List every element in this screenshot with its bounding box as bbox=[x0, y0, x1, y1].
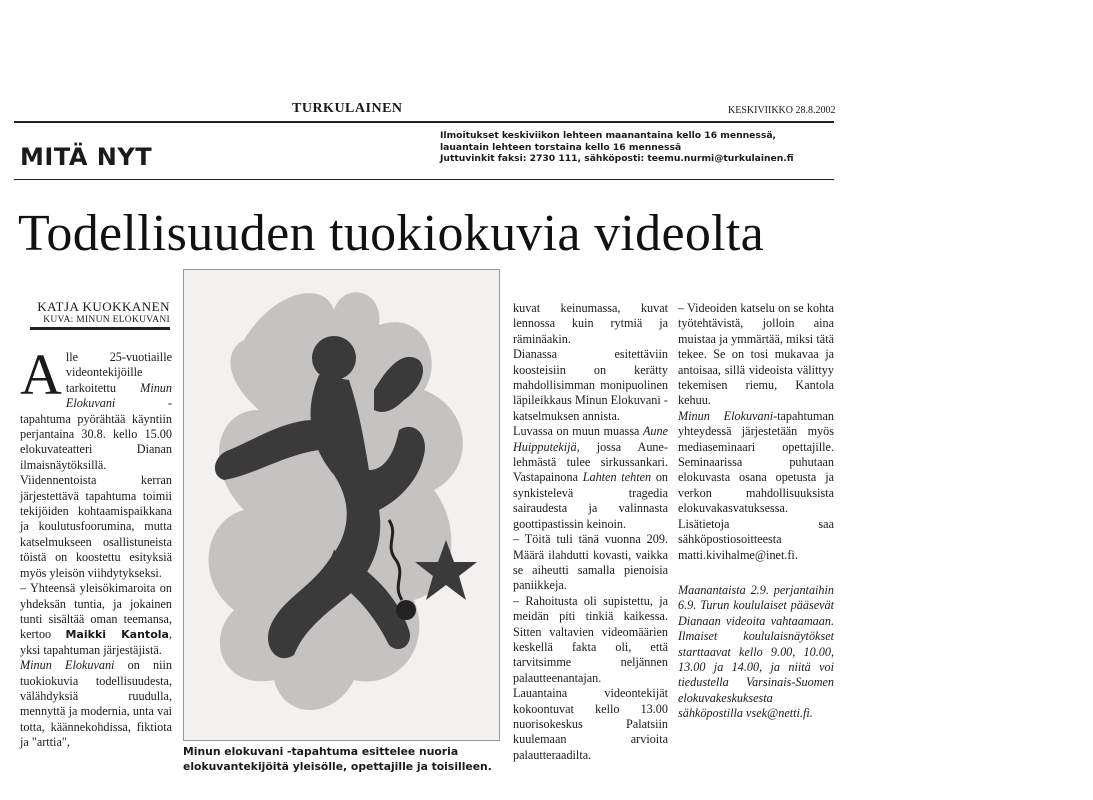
info-line: lauantain lehteen torstaina kello 16 mennessä bbox=[440, 141, 682, 153]
submission-info bbox=[440, 130, 840, 165]
lead-paragraph: Alle 25-vuotiaille videontekijöille tarkoitettu Minun Elokuvani -tapahtuma pyörähtää käyntiin perjantaina 30.8. kello 15.00 elokuvateatteri Dianan ilmaisnäytöksillä. bbox=[20, 342, 172, 472]
article-column-3 bbox=[513, 301, 668, 763]
school-screenings-notice: Maanantaista 2.9. perjantaihin 6.9. Turun koululaiset pääsevät Dianaan videoita vahtaamaan. Ilmaiset koululaisnäytökset starttaavat kello 9.00, 10.00, 13.00 ja 14.00, ja niitä voi tiedustella Varsinais-Suomen elokuvakeskuksesta sähköpostilla vsek@netti.fi. bbox=[678, 582, 834, 721]
photo-credit: KUVA: MINUN ELOKUVANI bbox=[43, 315, 170, 325]
article-photo bbox=[183, 269, 500, 741]
paragraph: – Yhteensä yleisökimaroita on yhdeksän tuntia, ja jokainen tunti sisältää oman teemansa, kertoo Maikki Kantola, yksi tapahtuman järjestäjistä. bbox=[20, 581, 172, 657]
paragraph: Lauantaina videontekijät kokoontuvat kello 13.00 nuorisokeskus Palatsiin kuulemaan arvioita palautteraadilta. bbox=[513, 686, 668, 762]
byline bbox=[30, 299, 170, 325]
section-title: MITÄ NYT bbox=[20, 143, 153, 171]
paragraph: – Töitä tuli tänä vuonna 209. Määrä ilahdutti kovasti, vaikka se aiheutti samalla pienoisia paniikkeja. bbox=[513, 532, 668, 593]
paragraph: – Rahoitusta oli supistettu, ja meidän piti tinkiä kaikessa. Sitten valtavien videomäärien keskellä fakta oli, että tarvitsimme neljännen palautteenantajan. bbox=[513, 593, 668, 685]
paragraph: Minun Elokuvani-tapahtuman yhteydessä järjestetään myös mediaseminaari opettajille. Seminaarissa puhutaan elokuvasta osana opetusta ja verkon mahdollisuuksista elokuvakasvatuksessa. bbox=[678, 408, 834, 516]
article-headline: Todellisuuden tuokiokuvia videolta bbox=[18, 205, 764, 262]
dancing-figure-illustration bbox=[184, 270, 499, 740]
info-line: Juttuvinkit faksi: 2730 111, sähköposti: teemu.nurmi@turkulainen.fi bbox=[440, 153, 794, 164]
paragraph: Lisätietoja saa sähköpostiosoitteesta matti.kivihalme@inet.fi. bbox=[678, 516, 834, 562]
paragraph: Viidennentoista kerran järjestettävä tapahtuma toimii tekijöiden kohtaamispaikkana ja koulutusfoorumina, mutta katselmukseen osallistuneista töistä on koostettu esityksiä myös yleisön viihdytykseksi. bbox=[20, 473, 172, 580]
photo-caption: Minun elokuvani -tapahtuma esittelee nuoria elokuvantekijöitä yleisölle, opettajille ja toisilleen. bbox=[183, 745, 492, 773]
dateline: KESKIVIIKKO 28.8.2002 bbox=[728, 105, 836, 116]
paragraph: Luvassa on muun muassa Aune Huipputekijä, jossa Aune-lehmästä tulee sirkussankari. Vastapainona Lahten tehten on synkistelevä tragedia sairaudesta ja valinnasta goottipastissin keinoin. bbox=[513, 424, 669, 531]
paragraph: kuvat keinumassa, kuvat lennossa kuin rytmiä ja räminäakin. bbox=[513, 301, 668, 346]
drop-cap: A bbox=[20, 342, 62, 407]
article-column-4 bbox=[678, 301, 834, 722]
article-column-1 bbox=[20, 342, 172, 751]
paragraph: Minun Elokuvani on niin tuokiokuvia todellisuudesta, välähdyksiä ruudulla, mennyttä ja modernia, unta vai totta, käännekohdissa, fiktiota ja "arttia", bbox=[20, 658, 172, 750]
info-line: Ilmoitukset keskiviikon lehteen maanantaina kello 16 mennessä, bbox=[440, 130, 777, 141]
masthead-rule bbox=[14, 121, 834, 123]
section-rule bbox=[14, 179, 834, 180]
ball bbox=[396, 600, 416, 620]
byline-rule bbox=[30, 327, 170, 330]
figure-head bbox=[312, 336, 356, 380]
newspaper-name: TURKULAINEN bbox=[292, 101, 403, 116]
paragraph: – Videoiden katselu on se kohta työtehtävistä, jolloin aina muistaa ja ymmärtää, miksi tätä tekee. Se on tosi mukavaa ja antoisaa, sillä videoista välittyy tekemisen riemu, Kantola kehuu. bbox=[678, 301, 834, 408]
author-name: KATJA KUOKKANEN bbox=[37, 299, 170, 314]
paragraph: Dianassa esitettäviin koosteisiin on kerätty mahdollisimman monipuolinen läpileikkaus Minun Elokuvani -katselmuksen annista. bbox=[513, 347, 668, 423]
